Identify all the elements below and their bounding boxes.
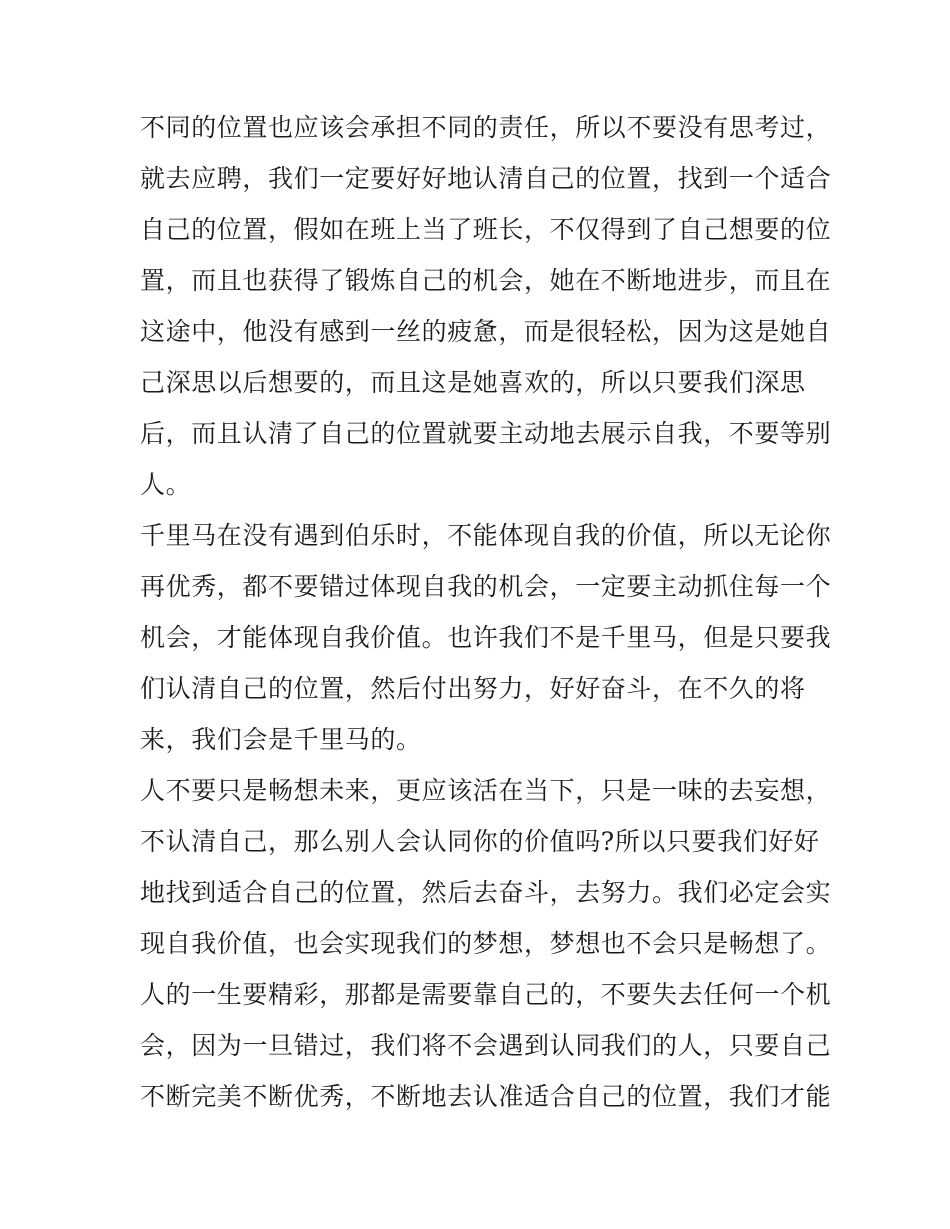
- text-line: 们认清自己的位置，然后付出努力，好好奋斗，在不久的将: [140, 674, 806, 703]
- text-line: 不同的位置也应该会承担不同的责任，所以不要没有思考过，: [140, 113, 832, 142]
- text-line: 不认清自己，那么别人会认同你的价值吗?所以只要我们好好: [140, 827, 820, 856]
- text-line: 就去应聘，我们一定要好好地认清自己的位置，找到一个适合: [140, 164, 832, 193]
- text-line: 地找到适合自己的位置，然后去奋斗，去努力。我们必定会实: [140, 878, 832, 907]
- text-line: 人的一生要精彩，那都是需要靠自己的，不要失去任何一个机: [140, 980, 832, 1009]
- document-body: [140, 102, 832, 1122]
- text-line: 人。: [140, 470, 192, 499]
- text-line: 这途中，他没有感到一丝的疲惫，而是很轻松，因为这是她自: [140, 317, 832, 346]
- text-line: 再优秀，都不要错过体现自我的机会，一定要主动抓住每一个: [140, 572, 832, 601]
- text-line: 后，而且认清了自己的位置就要主动地去展示自我，不要等别: [140, 419, 832, 448]
- text-line: 现自我价值，也会实现我们的梦想，梦想也不会只是畅想了。: [140, 929, 832, 958]
- text-line: 自己的位置，假如在班上当了班长，不仅得到了自己想要的位: [140, 215, 832, 244]
- text-line: 己深思以后想要的，而且这是她喜欢的，所以只要我们深思: [140, 368, 806, 397]
- text-line: 不断完美不断优秀，不断地去认准适合自己的位置，我们才能: [140, 1082, 832, 1111]
- text-line: 人不要只是畅想未来，更应该活在当下，只是一味的去妄想，: [140, 776, 832, 805]
- text-line: 会，因为一旦错过，我们将不会遇到认同我们的人，只要自己: [140, 1031, 832, 1060]
- text-line: 来，我们会是千里马的。: [140, 725, 422, 754]
- text-line: 千里马在没有遇到伯乐时，不能体现自我的价值，所以无论你: [140, 521, 832, 550]
- text-line: 置，而且也获得了锻炼自己的机会，她在不断地进步，而且在: [140, 266, 832, 295]
- text-line: 机会，才能体现自我价值。也许我们不是千里马，但是只要我: [140, 623, 832, 652]
